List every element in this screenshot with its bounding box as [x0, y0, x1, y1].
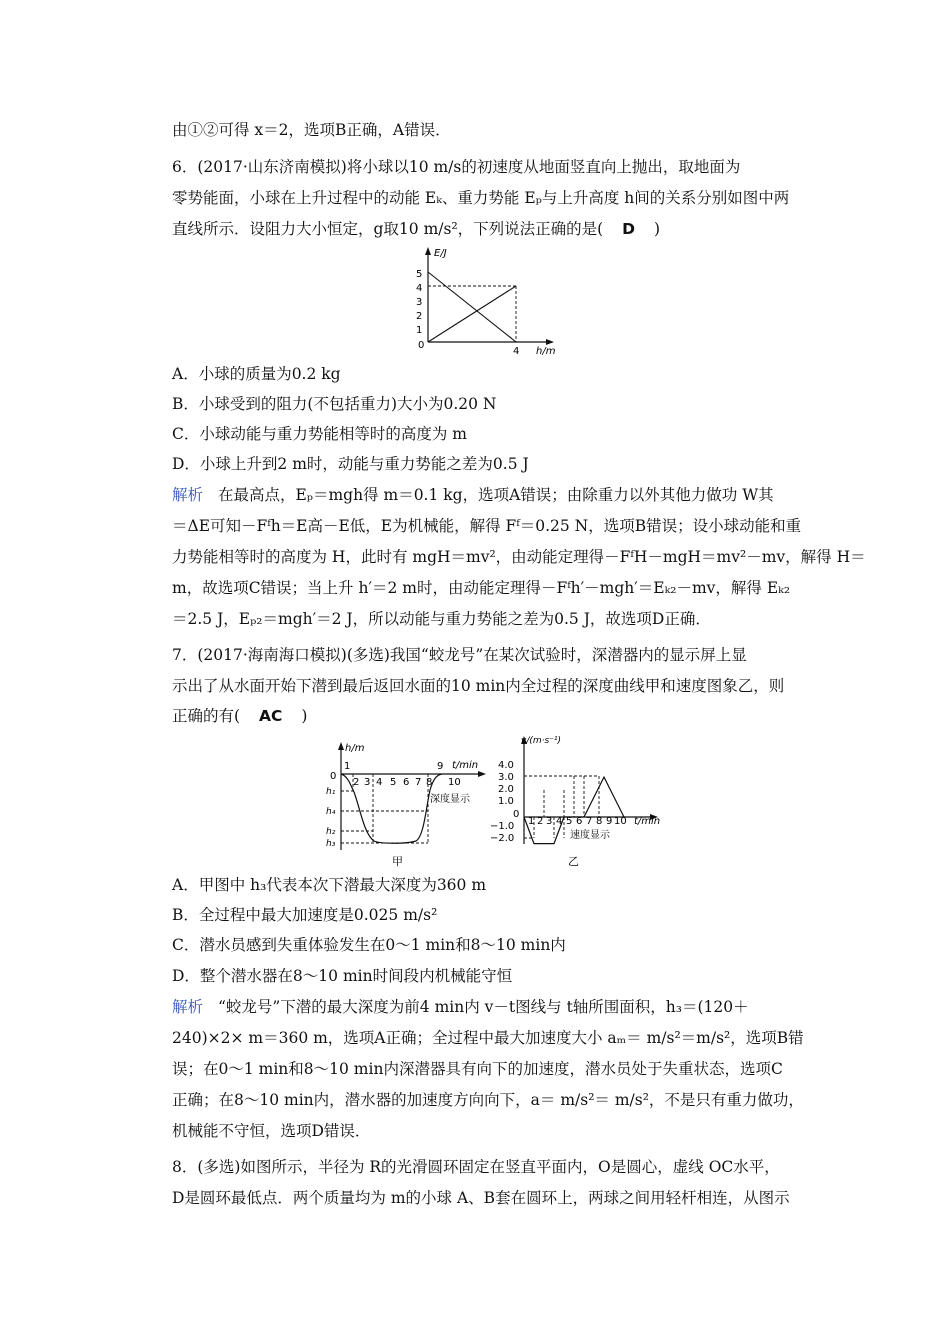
solution-keyword: 解析: [172, 998, 204, 1016]
h-label: h₁: [326, 787, 336, 797]
y-tick: 5: [416, 269, 423, 280]
x-tick: 2: [353, 777, 360, 788]
potential-energy-line: [428, 286, 516, 342]
x-tick: 6: [576, 816, 583, 827]
origin-label: 0: [418, 340, 425, 351]
x-tick: 3: [546, 816, 553, 827]
depth-display-label: 深度显示: [430, 794, 470, 805]
x-tick: 10: [614, 816, 627, 827]
y-tick: 0: [513, 809, 520, 820]
text-line: 由①②可得 x＝2，选项B正确，A错误．: [172, 121, 451, 139]
question-7-line-3: [172, 706, 307, 726]
question-text: ): [653, 220, 661, 238]
y-axis-label: E/J: [434, 248, 447, 259]
solution-text: 在最高点，Eₚ＝mgh得 m＝0.1 kg，选项A错误；由除重力以外其他力做功 W其: [217, 486, 774, 504]
solution-6-line-3: 力势能相等时的高度为 H，此时有 mgH＝mv²，由动能定理得－FᶠH－mgH＝mv²－mv，解得 H＝: [172, 548, 866, 566]
y-tick: 2: [416, 311, 423, 322]
figure-caption: 甲: [392, 855, 403, 868]
solution-7-line-1: [172, 997, 749, 1017]
top-tick: 9: [437, 761, 444, 772]
question-6-line-2: 零势能面，小球在上升过程中的动能 Eₖ、重力势能 Eₚ与上升高度 h间的关系分别如图中两: [172, 189, 790, 207]
x-tick: 6: [403, 777, 410, 788]
velocity-display-label: 速度显示: [570, 830, 610, 841]
x-tick: 10: [448, 777, 461, 788]
x-tick: 3: [364, 777, 371, 788]
solution-7-line-2: 240)×2× m＝360 m，选项A正确；全过程中最大加速度大小 aₘ＝ m/s²＝m/s²，选项B错: [172, 1029, 804, 1047]
option-c: C．潜水员感到失重体验发生在0～1 min和8～10 min内: [172, 936, 566, 954]
question-text: 直线所示．设阻力大小恒定，g取10 m/s²，下列说法正确的是(: [172, 220, 604, 238]
energy-height-graph: [412, 245, 572, 357]
x-tick: 7: [586, 816, 593, 827]
x-tick: 5: [390, 777, 397, 788]
option-a: A．小球的质量为0.2 kg: [172, 365, 341, 383]
h-label: h₃: [326, 839, 336, 849]
y-tick: −2.0: [490, 833, 515, 844]
x-tick: 9: [606, 816, 613, 827]
x-tick: 5: [566, 816, 573, 827]
solution-7-line-5: 机械能不守恒，选项D错误．: [172, 1122, 371, 1140]
question-8-line-2: D是圆环最低点．两个质量均为 m的小球 A、B套在圆环上，两球之间用轻杆相连，从图示: [172, 1189, 790, 1207]
option-b: B．全过程中最大加速度是0.025 m/s²: [172, 906, 438, 924]
figure-caption: 乙: [568, 855, 579, 868]
x-tick: 4: [513, 346, 520, 357]
y-tick: 4.0: [498, 760, 514, 771]
question-8-line-1: 8．(多选)如图所示，半径为 R的光滑圆环固定在竖直平面内，O是圆心，虚线 OC水平，: [172, 1158, 780, 1176]
depth-graph: [318, 738, 490, 868]
x-axis-label: t/min: [452, 760, 479, 771]
question-7-line-1: 7．(2017·海南海口模拟)(多选)我国“蛟龙号”在某次试验时，深潜器内的显示屏上显: [172, 646, 747, 664]
option-d: D．小球上升到2 m时，动能与重力势能之差为0.5 J: [172, 455, 529, 473]
h-label: h₄: [326, 807, 336, 817]
x-tick: 8: [596, 816, 603, 827]
solution-7-line-3: 误；在0～1 min和8～10 min内深潜器具有向下的加速度，潜水员处于失重状态，选项C: [172, 1060, 783, 1078]
solution-6-line-5: ＝2.5 J，Eₚ₂＝mgh′＝2 J，所以动能与重力势能之差为0.5 J，故选项D正确．: [172, 610, 711, 628]
solution-6-line-2: ＝ΔE可知－Fᶠh＝E高－E低，E为机械能，解得 Fᶠ＝0.25 N，选项B错误；设小球动能和重: [172, 517, 802, 535]
y-tick: 1.0: [498, 796, 514, 807]
solution-text: “蛟龙号”下潜的最大深度为前4 min内 v－t图线与 t轴所围面积，h₃＝(120＋: [217, 998, 749, 1016]
question-7-line-2: 示出了从水面开始下潜到最后返回水面的10 min内全过程的深度曲线甲和速度图象乙，则: [172, 677, 785, 695]
x-axis-label: t/min: [634, 816, 661, 827]
solution-6-line-1: [172, 485, 774, 505]
solution-6-line-4: m，故选项C错误；当上升 h′＝2 m时，由动能定理得－Fᶠh′－mgh′＝Eₖ₂－mv，解得 Eₖ₂: [172, 579, 791, 597]
x-tick: 4: [556, 816, 563, 827]
velocity-graph: [484, 730, 664, 868]
option-a: A．甲图中 h₃代表本次下潜最大深度为360 m: [172, 876, 487, 894]
option-d: D．整个潜水器在8～10 min时间段内机械能守恒: [172, 967, 513, 985]
solution-7-line-4: 正确；在8～10 min内，潜水器的加速度方向向下，a＝ m/s²＝ m/s²，不是只有重力做功，: [172, 1091, 804, 1109]
y-tick: 3: [416, 297, 423, 308]
h-label: h₂: [326, 827, 336, 837]
y-axis-label: v/(m·s⁻¹): [521, 736, 562, 746]
question-6-line-3: [172, 219, 660, 239]
solution-keyword: 解析: [172, 486, 204, 504]
answer-mark: AC: [259, 707, 283, 725]
option-b: B．小球受到的阻力(不包括重力)大小为0.20 N: [172, 395, 497, 413]
question-text: ): [301, 707, 308, 725]
y-tick: 1: [416, 325, 423, 336]
x-tick: 2: [537, 816, 544, 827]
question-6-line-1: 6．(2017·山东济南模拟)将小球以10 m/s的初速度从地面竖直向上抛出，取地面为: [172, 158, 741, 176]
y-tick: 2.0: [498, 784, 514, 795]
answer-mark: D: [622, 220, 636, 238]
x-tick: 1: [528, 816, 535, 827]
x-tick: 7: [415, 777, 422, 788]
y-tick: −1.0: [490, 821, 515, 832]
x-axis-label: h/m: [536, 346, 556, 357]
origin-label: 0: [330, 771, 337, 782]
y-axis-label: h/m: [345, 743, 365, 754]
x-tick: 4: [376, 777, 383, 788]
question-text: 正确的有(: [172, 707, 241, 725]
y-tick: 3.0: [498, 772, 514, 783]
y-tick: 4: [416, 283, 423, 294]
x-tick: 8: [426, 777, 433, 788]
kinetic-energy-line: [428, 272, 516, 342]
option-c: C．小球动能与重力势能相等时的高度为 m: [172, 425, 467, 443]
top-tick: 1: [344, 761, 351, 772]
